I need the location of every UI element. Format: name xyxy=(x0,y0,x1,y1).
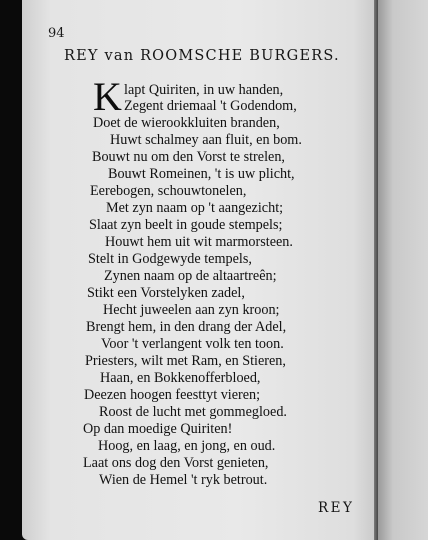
poem-line: Met zyn naam op 't aangezicht; xyxy=(106,200,284,216)
poem-line: Eerebogen, schouwtonelen, xyxy=(90,183,247,199)
poem-line: Stelt in Godgewyde tempels, xyxy=(88,251,252,267)
drop-cap: K xyxy=(93,74,122,119)
poem-line: Stikt een Vorstelyken zadel, xyxy=(87,285,245,301)
poem-line: Priesters, wilt met Ram, en Stieren, xyxy=(85,353,286,369)
poem-line: Houwt hem uit wit marmorsteen. xyxy=(105,234,293,250)
poem-line: Hecht juweelen aan zyn kroon; xyxy=(103,302,280,318)
facing-page-edge xyxy=(378,0,428,540)
poem-line: Bouwt Romeinen, 't is uw plicht, xyxy=(108,166,295,182)
poem-line: Zynen naam op de altaartreên; xyxy=(104,268,277,284)
page-number: 94 xyxy=(48,26,65,41)
poem-line: Wien de Hemel 't ryk betrout. xyxy=(99,472,268,488)
poem-line: Op dan moedige Quiriten! xyxy=(83,421,233,437)
poem-line: Doet de wierookkluiten branden, xyxy=(93,115,280,131)
poem-line: lapt Quiriten, in uw handen, xyxy=(124,82,284,98)
poem-line: Deezen hoogen feesttyt vieren; xyxy=(84,387,261,403)
poem-line: Voor 't verlangent volk ten toon. xyxy=(101,336,284,352)
poem-line: Roost de lucht met gommegloed. xyxy=(99,404,287,420)
poem-line: Zegent driemaal 't Godendom, xyxy=(124,98,297,114)
running-head: REY van ROOMSCHE BURGERS. xyxy=(64,48,340,64)
poem-line: Brengt hem, in den drang der Adel, xyxy=(86,319,287,335)
poem-line: Haan, en Bokkenofferbloed, xyxy=(100,370,261,386)
poem-line: Laat ons dog den Vorst genieten, xyxy=(83,455,269,471)
poem-line: Bouwt nu om den Vorst te strelen, xyxy=(92,149,285,165)
poem-line: Huwt schalmey aan fluit, en bom. xyxy=(110,132,302,148)
catchword: REY xyxy=(318,500,355,516)
poem-line: Hoog, en laag, en jong, en oud. xyxy=(98,438,276,454)
poem-line: Slaat zyn beelt in goude stempels; xyxy=(89,217,283,233)
